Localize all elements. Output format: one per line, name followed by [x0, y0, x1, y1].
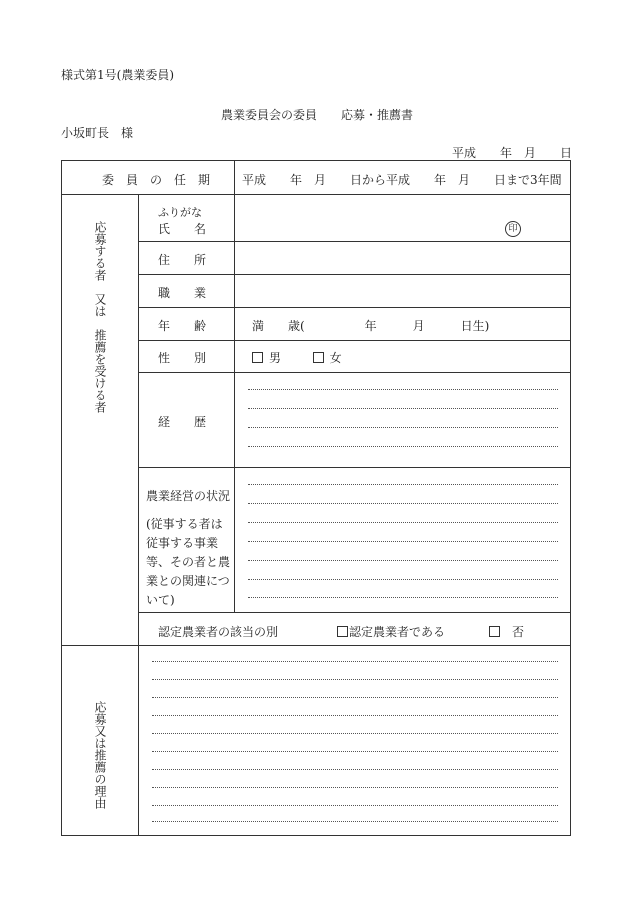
reason-label: 応募又は推薦の理由	[93, 701, 107, 809]
certified-yes-option	[337, 623, 445, 640]
certified-yes-checkbox[interactable]	[337, 626, 348, 637]
address-label: 住 所	[158, 253, 207, 267]
gender-female-checkbox[interactable]	[313, 352, 324, 363]
farm-status-note: (従事する者は従事する事業等、その者と農業との関連について)	[146, 517, 231, 607]
certified-label: 認定農業者の該当の別	[158, 625, 279, 639]
occupation-label: 職 業	[158, 286, 207, 300]
form-title: 農業委員会の委員 応募・推薦書	[221, 108, 414, 122]
career-label: 経 歴	[158, 415, 207, 429]
certified-yes-label: 認定農業者である	[349, 625, 446, 639]
gender-male-checkbox[interactable]	[252, 352, 263, 363]
date-line: 平成 年 月 日	[452, 146, 573, 160]
gender-male-label: 男	[269, 351, 282, 365]
age-value: 満 歳( 年 月 日生)	[252, 319, 490, 333]
seal-mark: 印	[505, 221, 521, 237]
age-label: 年 齢	[158, 319, 207, 333]
term-label: 委 員 の 任 期	[102, 173, 211, 187]
application-table	[61, 160, 571, 836]
form-number: 様式第1号(農業委員)	[61, 68, 174, 82]
certified-no-option	[489, 623, 524, 640]
certified-no-label: 否	[512, 625, 525, 639]
gender-options	[252, 349, 342, 366]
applicant-section-label: 応募する者 又は 推薦を受ける者	[93, 221, 107, 413]
addressee: 小坂町長 様	[61, 126, 134, 140]
gender-label: 性 別	[158, 351, 207, 365]
farm-status-label: 農業経営の状況	[146, 489, 231, 503]
furigana-label: ふりがな	[158, 206, 202, 219]
name-label: 氏 名	[158, 222, 207, 236]
gender-female-label: 女	[329, 351, 342, 365]
term-value: 平成 年 月 日から平成 年 月 日まで3年間	[242, 173, 562, 187]
certified-no-checkbox[interactable]	[489, 626, 500, 637]
